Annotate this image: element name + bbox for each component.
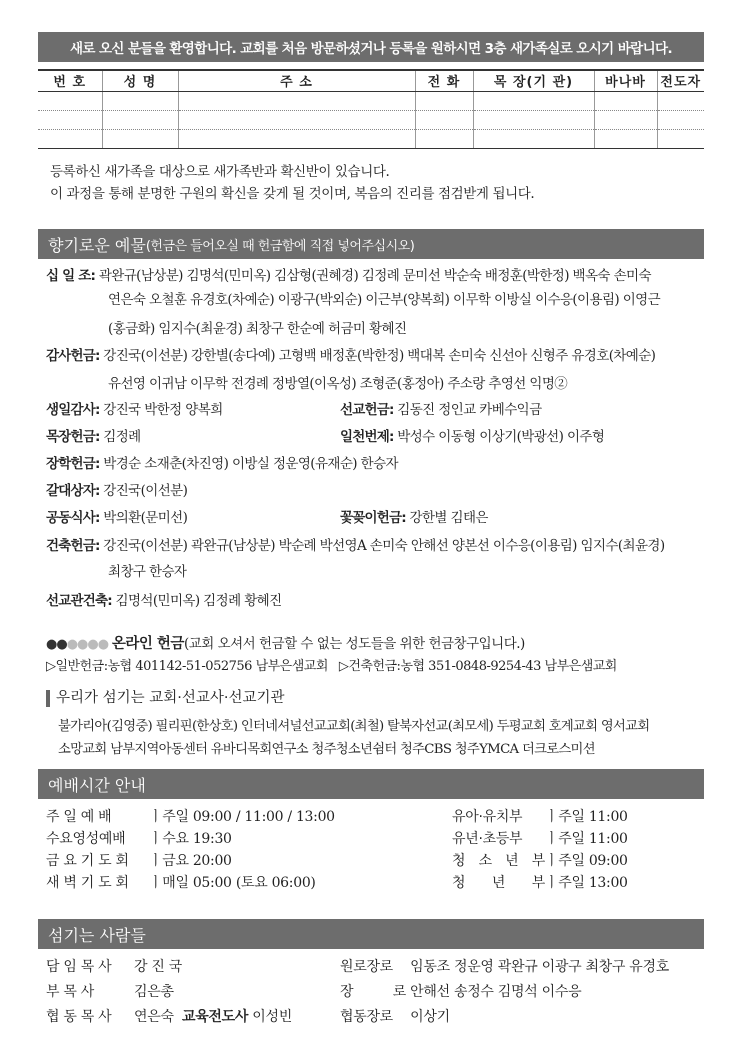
- offering-names: 강진국(이선분) 강한별(송다예) 고형백 배정훈(박한정) 백대복 손미숙 신선아 신형주 유경호(차예순): [103, 348, 656, 364]
- offering-names: 박성수 이동형 이상기(박광선) 이주형: [397, 429, 605, 445]
- col-phone: 전 화: [415, 70, 473, 91]
- offering-section-title: 향기로운 예물: [48, 235, 146, 255]
- offering-names: 박의환(문미선): [103, 510, 188, 526]
- worship-item: 청 년 부ㅣ주일 13:00: [452, 875, 628, 891]
- worship-item: 수요영성예배 ㅣ수요 19:30: [46, 831, 232, 847]
- thanks-row: [46, 345, 655, 368]
- person-item: 협동장로 이상기: [340, 1009, 450, 1025]
- flower-row: [340, 507, 488, 530]
- person-item: 부 목 사 김은총: [46, 984, 174, 1000]
- table-row[interactable]: [38, 91, 704, 110]
- offering-names: 강진국(이선분) 곽완규(남상분) 박순례 박선영A 손미숙 안해선 양본선 이수응(이용림) 임지수(최윤경): [103, 538, 665, 554]
- col-name: 성 명: [102, 70, 178, 91]
- offering-label: 공동식사:: [46, 510, 100, 526]
- cell-row: [46, 426, 141, 449]
- offering-label: 선교헌금:: [340, 402, 394, 418]
- offering-names: 최창구 한승자: [108, 564, 187, 580]
- worship-right-list: [452, 806, 628, 894]
- online-offering: [46, 632, 525, 653]
- serving-title: 우리가 섬기는 교회·선교사·선교기관: [46, 690, 285, 707]
- scholarship-row: [46, 453, 398, 476]
- col-cell-group: 목 장(기 관): [473, 70, 594, 91]
- person-item: 협 동 목 사 연은숙 교육전도사 이성빈: [46, 1009, 292, 1025]
- birthday-row: [46, 399, 223, 422]
- person-item: 원로장로 임동조 정운영 곽완규 이광구 최창구 유경호: [340, 959, 669, 975]
- offering-names: 곽완규(남상분) 김명석(민미옥) 김삼형(권혜경) 김정례 문미선 박순숙 배정훈(박한정) 백옥숙 손미숙: [98, 268, 651, 284]
- people-right-list: [340, 955, 669, 1030]
- online-offering-desc: (교회 오셔서 헌금할 수 없는 성도들을 위한 헌금창구입니다.): [183, 636, 525, 652]
- tithe-row: [46, 265, 651, 288]
- worship-item: 청 소 년 부ㅣ주일 09:00: [452, 853, 628, 869]
- offering-section-header: [38, 229, 704, 259]
- offering-names: 김정례: [103, 429, 141, 445]
- offering-label: 생일감사:: [46, 402, 100, 418]
- dots-icon: ●●●●●●: [46, 637, 109, 652]
- online-offering-title: 온라인 헌금: [111, 636, 184, 652]
- repay-row: [46, 480, 187, 503]
- person-item: 장 로 안해선 송정수 김명석 이수응: [340, 984, 582, 1000]
- offering-label: 장학헌금:: [46, 456, 100, 472]
- offering-label: 꽃꽂이헌금:: [340, 510, 406, 526]
- worship-left-list: [46, 806, 335, 894]
- people-section-header: [38, 919, 704, 949]
- table-row[interactable]: [38, 110, 704, 129]
- mission-building-row: [46, 590, 282, 613]
- col-address: 주 소: [178, 70, 415, 91]
- first-week-row: [340, 426, 604, 449]
- offering-label: 선교관건축:: [46, 593, 112, 609]
- offering-label: 목장헌금:: [46, 429, 100, 445]
- offering-section-subtitle: (헌금은 들어오실 때 헌금함에 직접 넣어주십시오): [145, 238, 415, 254]
- building-row: [46, 535, 665, 558]
- registration-header-row: [38, 70, 704, 91]
- general-account: ▷일반헌금:농협 401142-51-052756 남부은샘교회: [46, 659, 328, 674]
- offering-label: 갈대상자:: [46, 483, 100, 499]
- registration-table: [38, 69, 704, 149]
- offering-label: 십 일 조:: [46, 268, 96, 284]
- col-evangelist: 전도자: [657, 70, 704, 91]
- offering-label: 감사헌금:: [46, 348, 100, 364]
- offering-label: 건축헌금:: [46, 538, 100, 554]
- serving-list: 소망교회 남부지역아동센터 유바디목회연구소 청주청소년쉼터 청주CBS 청주YMCA 더크로스미션: [58, 742, 595, 757]
- people-left-list: [46, 955, 292, 1030]
- offering-names: 연은숙 오철훈 유경호(차예순) 이광구(박외순) 이근부(양복희) 이무학 이방실 이수응(이용림) 이영근: [108, 292, 661, 308]
- offering-names: 김동진 정인교 카베수익금: [397, 402, 542, 418]
- col-number: 번 호: [38, 70, 102, 91]
- people-section-title: 섬기는 사람들: [48, 925, 146, 945]
- offering-names: 강진국(이선분): [103, 483, 188, 499]
- building-account: ▷건축헌금:농협 351-0848-9254-43 남부은샘교회: [338, 659, 617, 674]
- offering-names: 김명석(민미옥) 김정례 황혜진: [115, 593, 282, 609]
- worship-section-title: 예배시간 안내: [48, 775, 146, 795]
- offering-names: 유선영 이귀남 이무학 전경례 정방열(이옥성) 조형준(홍정아) 주소랑 추영선 익명②: [108, 376, 568, 392]
- offering-names: 강진국 박한정 양복희: [103, 402, 223, 418]
- welcome-banner: 새로 오신 분들을 환영합니다. 교회를 처음 방문하셨거나 등록을 원하시면 3층 새가족실로 오시기 바랍니다.: [38, 32, 704, 62]
- registration-note: 이 과정을 통해 분명한 구원의 확신을 갖게 될 것이며, 복음의 진리를 점검받게 됩니다.: [50, 186, 535, 202]
- worship-item: 유년·초등부 ㅣ주일 11:00: [452, 831, 628, 847]
- communal-meal-row: [46, 507, 187, 530]
- worship-item: 새 벽 기 도 회 ㅣ매일 05:00 (토요 06:00): [46, 875, 316, 891]
- person-item: 담 임 목 사 강 진 국: [46, 959, 182, 975]
- mission-row: [340, 399, 542, 422]
- worship-section-header: [38, 769, 704, 799]
- table-row[interactable]: [38, 129, 704, 148]
- registration-note: 등록하신 새가족을 대상으로 새가족반과 확신반이 있습니다.: [50, 164, 390, 180]
- offering-names: 박경순 소재춘(차진영) 이방실 정운영(유재순) 한승자: [103, 456, 398, 472]
- bank-accounts: [46, 655, 617, 674]
- worship-item: 금 요 기 도 회 ㅣ금요 20:00: [46, 853, 232, 869]
- offering-names: (홍금화) 임지수(최윤경) 최창구 한순예 허금미 황혜진: [108, 321, 407, 337]
- worship-item: 유아·유치부 ㅣ주일 11:00: [452, 809, 628, 825]
- serving-list: 불가리아(김영중) 필리핀(한상호) 인터네셔널선교교회(최철) 탈북자선교(최모세) 두평교회 호계교회 영서교회: [58, 719, 650, 734]
- offering-label: 일천번제:: [340, 429, 394, 445]
- offering-names: 강한별 김태은: [409, 510, 488, 526]
- worship-item: 주 일 예 배 ㅣ주일 09:00 / 11:00 / 13:00: [46, 809, 335, 825]
- col-barnabas: 바나바: [594, 70, 657, 91]
